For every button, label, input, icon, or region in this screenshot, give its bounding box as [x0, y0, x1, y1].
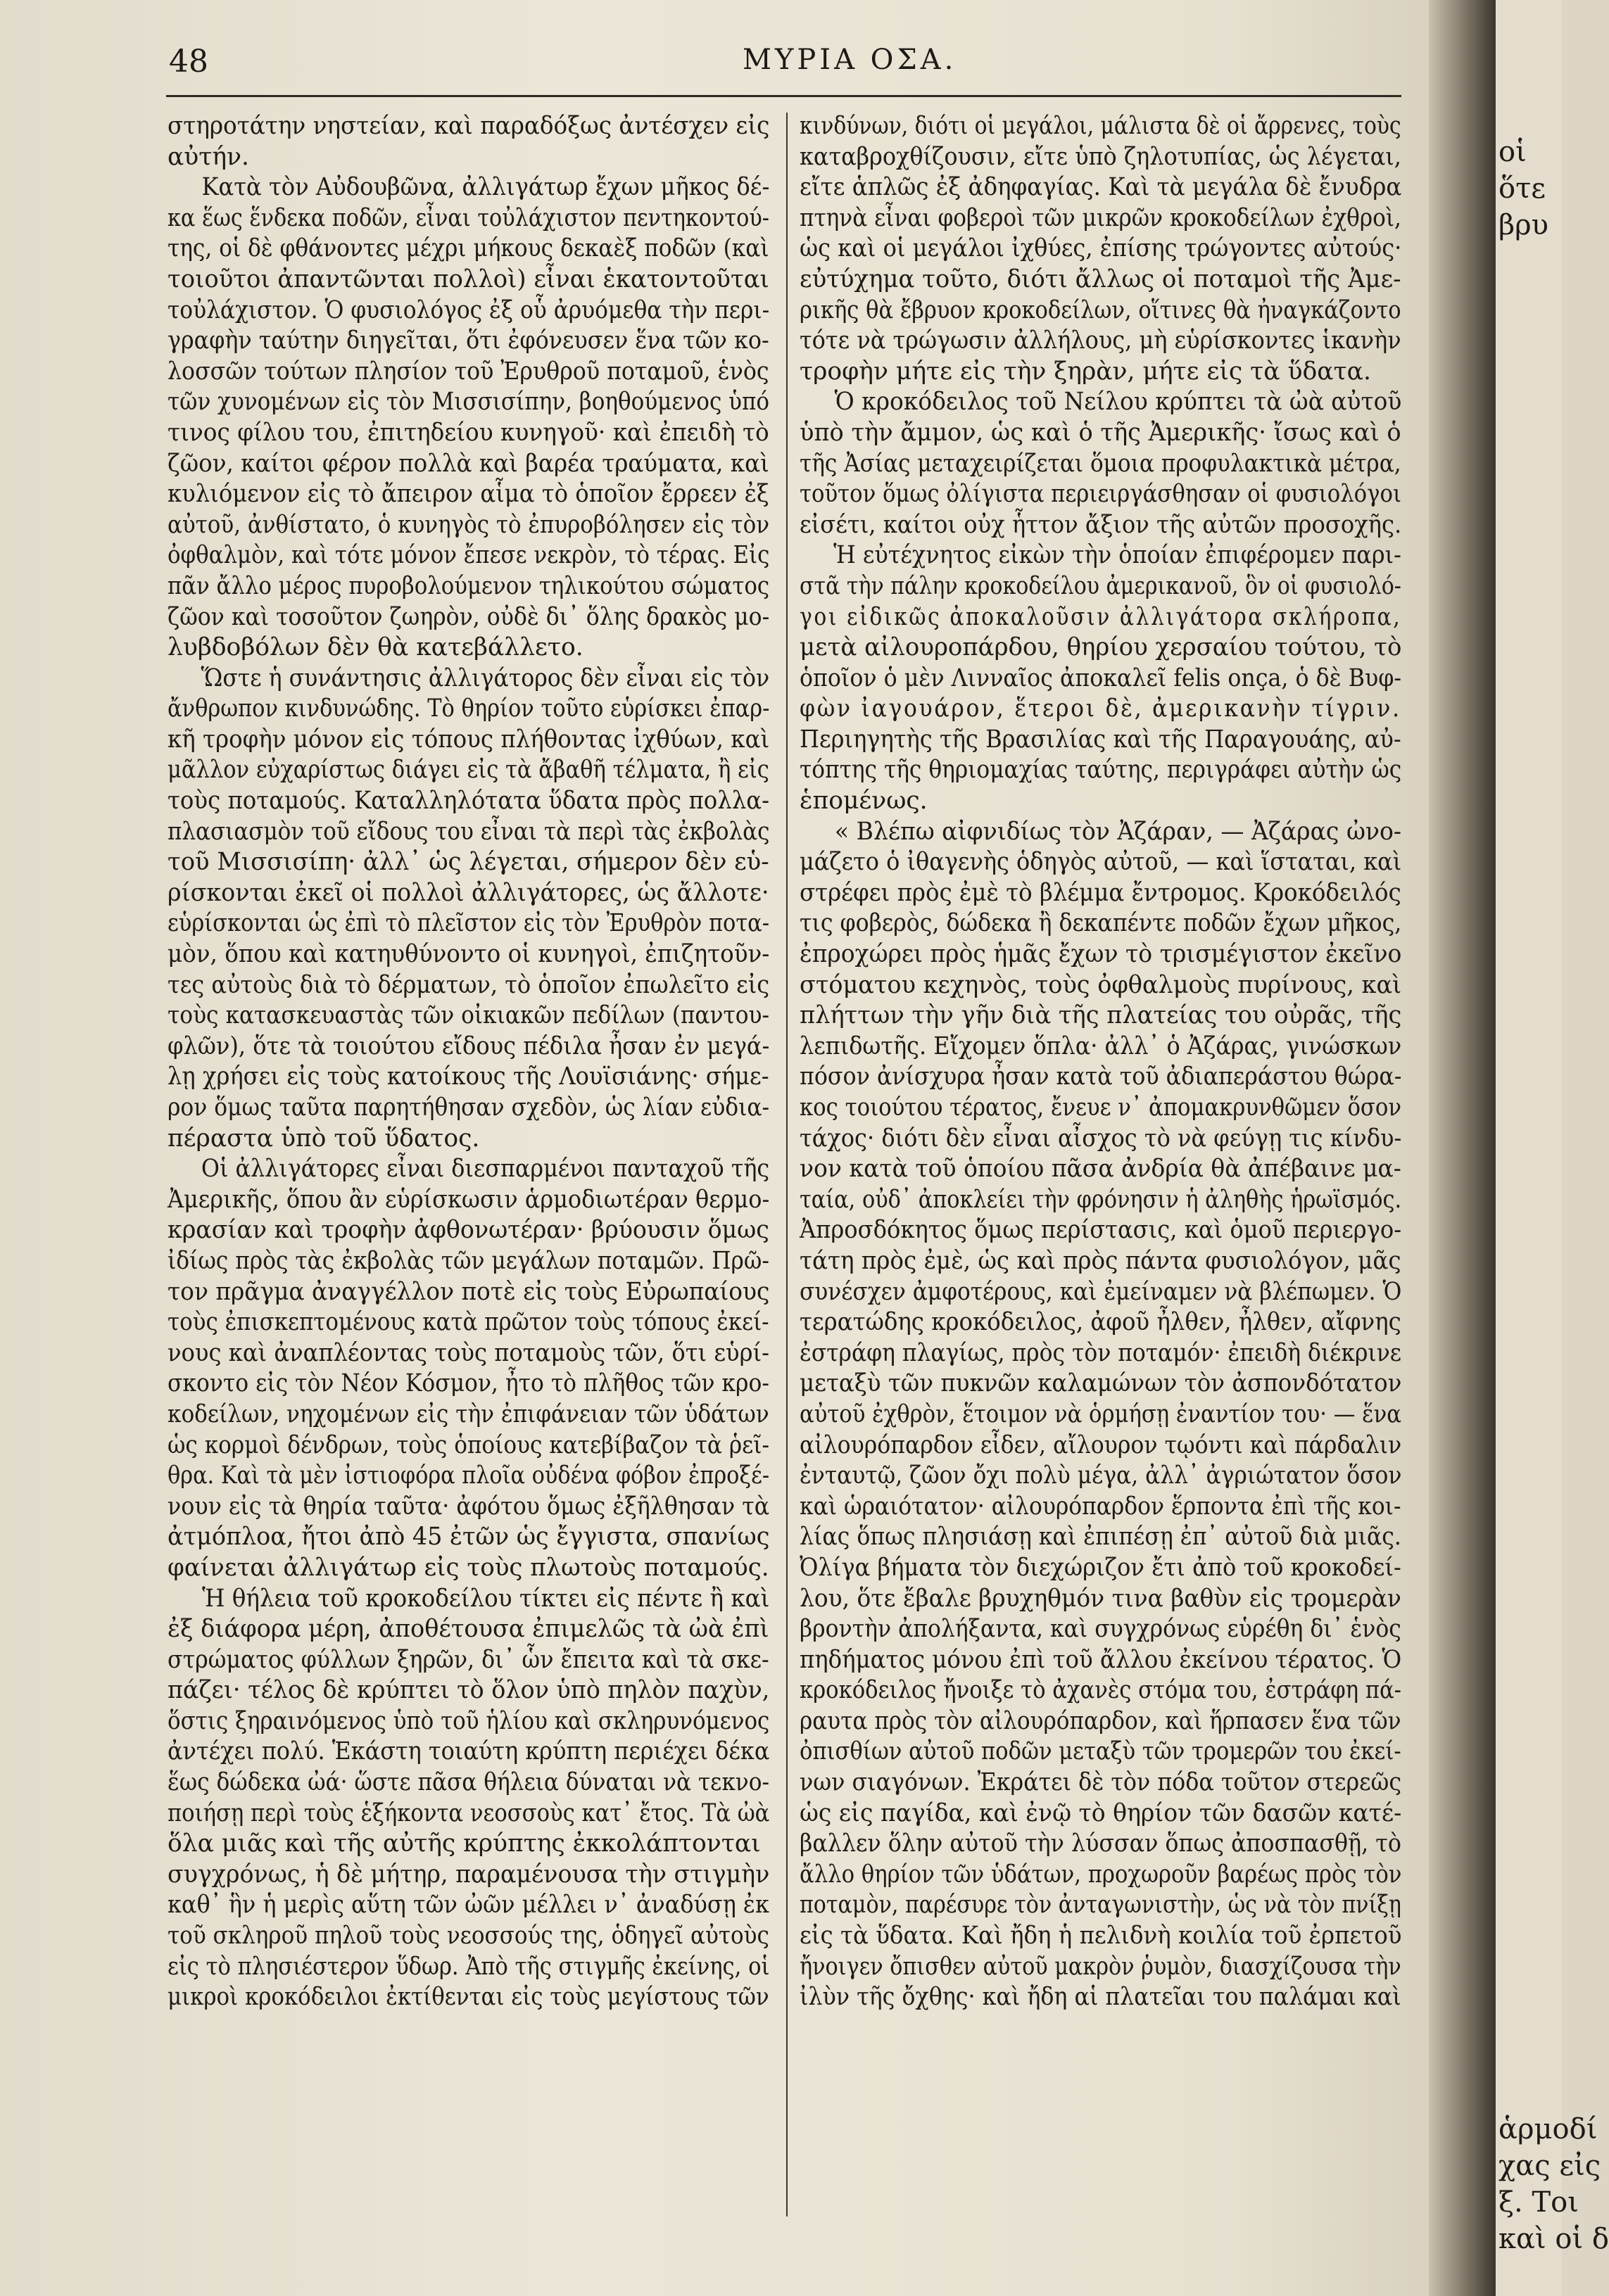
text-line: καταβροχθίζουσιν, εἴτε ὑπὸ ζηλοτυπίας, ὡς λέγεται,	[800, 142, 1401, 171]
text-line: νων σιαγόνων. Ἐκράτει δὲ τὸν πόδα τοῦτον στερεῶς	[800, 1768, 1402, 1797]
text-line: εὐτύχημα τοῦτο, διότι ἄλλως οἱ ποταμοὶ τῆς Ἀμε-	[800, 265, 1401, 293]
text-line: τοὺς ἐπισκεπτομένους κατὰ πρῶτον τοὺς τόπους ἐκεί-	[168, 1308, 769, 1337]
text-line: Ὁ κροκόδειλος τοῦ Νείλου κρύπτει τὰ ὠὰ αὐτοῦ	[834, 388, 1402, 417]
text-line: αὐτοῦ ἐχθρὸν, ἕτοιμον νὰ ὁρμήσῃ ἐναντίον του· — ἕνα	[800, 1400, 1401, 1428]
text-line: φὼν ἰαγουάρον, ἕτεροι δὲ, ἀμερικανὴν τίγριν.	[800, 694, 1401, 723]
text-line: λυβδοβόλων δὲν θὰ κατεβάλλετο.	[168, 633, 583, 662]
text-line: ἄλλο θηρίον τῶν ὑδάτων, προχωροῦν βαρέως πρὸς τὸν	[800, 1860, 1402, 1889]
text-line: καθ᾿ ἣν ἡ μερὶς αὕτη τῶν ὠῶν μέλλει ν᾿ ἀναδύσῃ ἐκ	[168, 1891, 769, 1920]
text-line: τες αὐτοὺς διὰ τὸ δέρματων, τὸ ὁποῖον ἐπωλεῖτο εἰς	[168, 970, 770, 999]
text-line: ραυτα πρὸς τὸν αἰλουρόπαρδον, καὶ ἥρπασεν ἕνα τῶν	[800, 1706, 1401, 1735]
text-line: ταία, οὐδ᾿ ἀποκλείει τὴν φρόνησιν ἡ ἀληθὴς ἡρωϊσμός.	[800, 1185, 1402, 1214]
text-line: στηροτάτην νηστείαν, καὶ παραδόξως ἀντέσχεν εἰς	[168, 112, 770, 140]
text-line: τόπτης τῆς θηριομαχίας ταύτης, περιγράφει αὐτὴν ὡς	[800, 756, 1402, 785]
adjacent-page-text: ξ. Τοι	[1498, 2186, 1579, 2219]
text-line: πλασιασμὸν τοῦ εἴδους του εἶναι τὰ περὶ τὰς ἐκβολὰς	[168, 817, 770, 846]
text-line: τάτη πρὸς ἐμὲ, ὡς καὶ πρὸς πάντα φυσιολόγον, μᾶς	[800, 1246, 1401, 1275]
text-line: ρικῆς θὰ ἔβρυον κροκοδείλων, οἵτινες θὰ ἠναγκάζοντο	[800, 296, 1401, 324]
text-line: ζῶον καὶ τοσοῦτον ζωηρὸν, οὐδὲ δι᾿ ὅλης δρακὸς μο-	[168, 602, 770, 631]
text-line: τοῦτον ὅμως ὀλίγιστα περιειργάσθησαν οἱ φυσιολόγοι	[800, 480, 1401, 509]
text-line: ποιήσῃ περὶ τοὺς ἑξήκοντα νεοσσοὺς κατ᾿ ἔτος. Τὰ ὠὰ	[168, 1799, 770, 1827]
text-line: Ἀμερικῆς, ὅπου ἂν εὑρίσκωσιν ἁρμοδιωτέραν θερμο-	[168, 1185, 770, 1214]
text-line: ἐνταυτῷ, ζῶον ὄχι πολὺ μέγα, ἀλλ᾿ ἀγριώτατον ὅσον	[800, 1461, 1402, 1490]
text-line: πᾶν ἄλλο μέρος πυροβολούμενον τηλικούτου σώματος	[168, 571, 770, 600]
text-line: λίας ὅπως πλησιάσῃ καὶ ἐπιπέσῃ ἐπ᾿ αὐτοῦ διὰ μιᾶς.	[800, 1523, 1401, 1552]
text-line: αἰλουρόπαρδον εἶδεν, αἴλουρον τῳόντι καὶ πάρδαλιν	[800, 1431, 1402, 1459]
text-line: ὅλα μιᾶς καὶ τῆς αὐτῆς κρύπτης ἐκκολάπτονται	[168, 1829, 761, 1858]
text-line: της, οἱ δὲ φθάνοντες μέχρι μήκους δεκαὲξ ποδῶν (καὶ	[168, 234, 769, 263]
text-line: κρασίαν καὶ τροφὴν ἀφθονωτέραν· βρύουσιν ὅμως	[168, 1216, 769, 1245]
text-line: πάζει· τέλος δὲ κρύπτει τὸ ὅλον ὑπὸ πηλὸν παχὺν,	[168, 1676, 770, 1705]
text-line: γραφὴν ταύτην διηγεῖται, ὅτι ἐφόνευσεν ἕνα τῶν κο-	[168, 326, 769, 355]
text-line: Περιηγητὴς τῆς Βρασιλίας καὶ τῆς Παραγουάης, αὐ-	[800, 725, 1401, 754]
text-line: ὡς εἰς παγίδα, καὶ ἐνῷ τὸ θηρίον τῶν δασῶν κατέ-	[800, 1799, 1402, 1827]
text-line: ἐπροχώρει πρὸς ἡμᾶς ἔχων τὸ τρισμέγιστον ἐκεῖνο	[800, 940, 1402, 969]
text-line: ἄνθρωπον κινδυνώδης. Τὸ θηρίον τοῦτο εὑρίσκει ἐπαρ-	[168, 694, 770, 723]
text-line: Ἡ θήλεια τοῦ κροκοδείλου τίκτει εἰς πέντε ἢ καὶ	[202, 1584, 770, 1613]
text-line: τῶν χυνομένων εἰς τὸν Μισσισίπην, βοηθούμενος ὑπό	[168, 388, 770, 417]
text-line: ποταμὸν, παρέσυρε τὸν ἀνταγωνιστὴν, ὡς νὰ τὸν πνίξῃ	[800, 1891, 1401, 1920]
text-line: στρώματος φύλλων ξηρῶν, δι᾿ ὧν ἔπειτα καὶ τὰ σκε-	[168, 1645, 769, 1674]
text-line: ἰλὺν τῆς ὄχθης· καὶ ἤδη αἱ πλατεῖαι του παλάμαι καὶ	[800, 1983, 1401, 2012]
text-line: αὐτήν.	[168, 142, 249, 171]
text-line: νον κατὰ τοῦ ὁποίου πᾶσα ἀνδρία θὰ ἀπέβαινε μα-	[800, 1155, 1401, 1184]
text-line: τοιοῦτοι ἀπαντῶνται πολλοὶ) εἶναι ἑκατοντοῦται	[168, 265, 769, 293]
text-line: κοδείλων, νηχομένων εἰς τὴν ἐπιφάνειαν τῶν ὑδάτων	[168, 1400, 769, 1428]
text-line: ὡς κορμοὶ δένδρων, τοὺς ὁποίους κατεβίβαζον τὰ ῥεῖ-	[168, 1431, 769, 1459]
adjacent-page-fragment	[1496, 0, 1609, 2296]
text-line: φαίνεται ἀλλιγάτωρ εἰς τοὺς πλωτοὺς ποταμούς.	[168, 1553, 769, 1582]
text-line: ἑπομένως.	[800, 787, 928, 816]
text-line: σκοντο εἰς τὸν Νέον Κόσμον, ἦτο τὸ πλῆθος τῶν κρο-	[168, 1369, 769, 1398]
text-line: Κατὰ τὸν Αὐδουβῶνα, ἀλλιγάτωρ ἔχων μῆκος δέ-	[201, 173, 770, 202]
running-title: ΜΥΡΙΑ ΟΣΑ.	[743, 44, 957, 76]
text-line: ὀπισθίων αὐτοῦ ποδῶν μεταξὺ τῶν τρομερῶν του ἐκεί-	[800, 1737, 1401, 1766]
text-line: ὅστις ξηραινόμενος ὑπὸ τοῦ ἡλίου καὶ σκληρυνόμενος	[168, 1706, 770, 1735]
text-line: μᾶλλον εὐχαρίστως διάγει εἰς τὰ ἄβαθῆ τέλματα, ἢ εἰς	[168, 756, 769, 785]
text-line: λοσσῶν τούτων πλησίον τοῦ Ἐρυθροῦ ποταμοῦ, ἑνὸς	[168, 357, 769, 386]
text-line: ἐστράφη πλαγίως, πρὸς τὸν ποταμόν· ἐπειδὴ διέκρινε	[800, 1338, 1402, 1367]
text-line: νουν εἰς τὰ θηρία ταῦτα· ἀφότου ὅμως ἐξῆλθησαν τὰ	[168, 1492, 770, 1521]
text-line: θρα. Καὶ τὰ μὲν ἰστιοφόρα πλοῖα οὐδένα φόβον ἐπροξέ-	[168, 1461, 770, 1490]
header-rule	[166, 95, 1401, 97]
left-column	[168, 111, 769, 2013]
text-line: ρίσκονται ἐκεῖ οἱ πολλοὶ ἀλλιγάτορες, ὡς ἄλλοτε·	[168, 878, 769, 907]
text-line: κροκόδειλος ἤνοιξε τὸ ἀχανὲς στόμα του, ἐστράφη πά-	[800, 1676, 1401, 1705]
text-line: τοῦ Μισσισίπη· ἀλλ᾿ ὡς λέγεται, σήμερον δὲν εὑ-	[168, 848, 769, 877]
text-line: εἰσέτι, καίτοι οὐχ ἧττον ἄξιον τῆς αὐτῶν προσοχῆς.	[800, 510, 1402, 539]
text-line: ὀφθαλμὸν, καὶ τότε μόνον ἔπεσε νεκρὸν, τὸ τέρας. Εἰς	[168, 541, 770, 570]
text-line: ρον ὅμως ταῦτα παρητήθησαν σχεδὸν, ὡς λίαν εὐδια-	[168, 1093, 770, 1122]
adjacent-page-text: χας εἰς	[1498, 2150, 1601, 2182]
text-line: μὸν, ὅπου καὶ κατηυθύνοντο οἱ κυνηγοὶ, ἐπιζητοῦν-	[168, 940, 770, 969]
text-line: κα ἕως ἕνδεκα ποδῶν, εἶναι τοὐλάχιστον πεντηκοντού-	[168, 203, 769, 232]
text-line: γοι εἰδικῶς ἀποκαλοῦσιν ἀλλιγάτορα σκλήροπα,	[800, 602, 1402, 631]
right-column	[800, 111, 1401, 2013]
page-number: 48	[169, 44, 208, 80]
text-line: τοὺς κατασκευαστὰς τῶν οἰκιακῶν πεδίλων (παντου-	[168, 1001, 770, 1030]
text-line: τῆς Ἀσίας μεταχειρίζεται ὅμοια προφυλακτικὰ μέτρα,	[800, 449, 1401, 478]
running-head	[0, 44, 1429, 86]
text-line: ἤνοιγεν ὄπισθεν αὐτοῦ μακρὸν ῥυμὸν, διασχίζουσα τὴν	[800, 1952, 1401, 1981]
text-line: εἰς τὰ ὕδατα. Καὶ ἤδη ἡ πελιδνὴ κοιλία τοῦ ἐρπετοῦ	[800, 1922, 1402, 1951]
text-line: συγχρόνως, ἡ δὲ μήτηρ, παραμένουσα τὴν στιγμὴν	[168, 1860, 770, 1889]
text-line: κυλιόμενον εἰς τὸ ἄπειρον αἷμα τὸ ὁποῖον ἔρρεεν ἐξ	[168, 480, 769, 509]
text-line: « Βλέπω αἰφνιδίως τὸν Ἀζάραν, — Ἀζάρας ὠνο-	[834, 817, 1402, 846]
text-line: μετὰ αἰλουροπάρδου, θηρίου χερσαίου τούτου, τὸ	[800, 633, 1402, 662]
text-line: τάχος· διότι δὲν εἶναι αἶσχος τὸ νὰ φεύγῃ τις κίνδυ-	[800, 1124, 1402, 1153]
text-line: βαλλεν ὅλην αὐτοῦ τὴν λύσσαν ὅπως ἀποσπασθῇ, τὸ	[800, 1829, 1401, 1858]
text-line: ἀντέχει πολύ. Ἑκάστη τοιαύτη κρύπτη περιέχει δέκα	[168, 1737, 770, 1766]
text-line: κῆ τροφὴν μόνον εἰς τόπους πλήθοντας ἰχθύων, καὶ	[168, 725, 770, 754]
text-line: μικροὶ κροκόδειλοι ἐκτίθενται εἰς τοὺς μεγίστους τῶν	[168, 1983, 769, 2012]
text-line: λῃ χρήσει εἰς τοὺς κατοίκους τῆς Λουϊσιάνης· σήμε-	[168, 1063, 769, 1091]
text-line: μάζετο ὁ ἰθαγενὴς ὁδηγὸς αὐτοῦ, — καὶ ἵσταται, καὶ	[800, 848, 1402, 877]
text-line: πόσον ἀνίσχυρα ἦσαν κατὰ τοῦ ἀδιαπεράστου θώρα-	[800, 1063, 1402, 1091]
adjacent-page-text: βρυ	[1498, 209, 1548, 241]
text-line: στρέφει πρὸς ἐμὲ τὸ βλέμμα ἔντρομος. Κροκόδειλός	[800, 878, 1401, 907]
text-line: βροντὴν ἀπολήξαντα, καὶ συγχρόνως εὑρέθη δι᾿ ἑνὸς	[800, 1615, 1401, 1644]
text-line: μεταξὺ τῶν πυκνῶν καλαμώνων τὸν ἀσπονδότατον	[800, 1369, 1402, 1398]
text-line: τοῦ σκληροῦ πηλοῦ τοὺς νεοσσούς της, ὁδηγεῖ αὐτοὺς	[168, 1922, 769, 1951]
text-line: τροφὴν μήτε εἰς τὴν ξηρὰν, μήτε εἰς τὰ ὕδατα.	[800, 357, 1371, 386]
adjacent-page-text: ἁρμοδί	[1498, 2113, 1598, 2145]
text-line: κινδύνων, διότι οἱ μεγάλοι, μάλιστα δὲ οἱ ἄρρενες, τοὺς	[800, 112, 1401, 140]
text-line: πέραστα ὑπὸ τοῦ ὕδατος.	[168, 1124, 480, 1153]
text-line: ζῶον, καίτοι φέρον πολλὰ καὶ βαρέα τραύματα, καὶ	[168, 449, 769, 478]
text-line: εἴτε ἁπλῶς ἐξ ἀδηφαγίας. Καὶ τὰ μεγάλα δὲ ἔνυδρα	[800, 173, 1402, 202]
text-line: τοὐλάχιστον. Ὁ φυσιολόγος ἐξ οὗ ἀρυόμεθα τὴν περι-	[168, 296, 770, 324]
text-line: πλήττων τὴν γῆν διὰ τῆς πλατείας του οὐρᾶς, τῆς	[800, 1001, 1402, 1030]
text-line: στόματου κεχηνὸς, τοὺς ὀφθαλμοὺς πυρίνους, καὶ	[800, 970, 1402, 999]
text-line: ἕως δώδεκα ὠά· ὥστε πᾶσα θήλεια δύναται νὰ τεκνο-	[168, 1768, 770, 1797]
text-line: συνέσχεν ἀμφοτέρους, καὶ ἐμείναμεν νὰ βλέπωμεν. Ὁ	[800, 1277, 1402, 1306]
column-rule	[786, 113, 788, 2216]
text-line: Οἱ ἀλλιγάτορες εἶναι διεσπαρμένοι πανταχοῦ τῆς	[201, 1155, 770, 1184]
text-line: καὶ ὡραιότατον· αἰλουρόπαρδον ἕρποντα ἐπὶ τῆς κοι-	[800, 1492, 1401, 1521]
text-line: ὑπὸ τὴν ἄμμον, ὡς καὶ ὁ τῆς Ἀμερικῆς· ἴσως καὶ ὁ	[800, 418, 1401, 447]
text-line: πηδήματος μόνου ἐπὶ τοῦ ἄλλου ἐκείνου τέρατος. Ὁ	[800, 1645, 1402, 1674]
text-line: ἰδίως πρὸς τὰς ἐκβολὰς τῶν μεγάλων ποταμῶν. Πρῶ-	[168, 1246, 769, 1275]
text-line: νους καὶ ἀναπλέοντας τοὺς ποταμοὺς τῶν, ὅτι εὑρί-	[168, 1338, 769, 1367]
text-line: Ἀπροσδόκητος ὅμως περίστασις, καὶ ὁμοῦ περιεργο-	[800, 1216, 1402, 1245]
text-line: στᾶ τὴν πάλην κροκοδείλου ἀμερικανοῦ, ὃν οἱ φυσιολό-	[800, 571, 1401, 600]
text-line: εὑρίσκονται ὡς ἐπὶ τὸ πλεῖστον εἰς τὸν Ἐρυθρὸν ποτα-	[168, 909, 770, 938]
text-line: ἐξ διάφορα μέρη, ἀποθέτουσα ἐπιμελῶς τὰ ὠὰ ἐπὶ	[168, 1615, 769, 1644]
text-line: λου, ὅτε ἔβαλε βρυχηθμόν τινα βαθὺν εἰς τρομερὰν	[800, 1584, 1401, 1613]
adjacent-page-text: καὶ οἱ δ	[1498, 2223, 1609, 2255]
text-line: ὡς καὶ οἱ μεγάλοι ἰχθύες, ἐπίσης τρώγοντες αὐτούς·	[800, 234, 1402, 263]
book-gutter	[1429, 0, 1496, 2296]
text-line: τινος φίλου του, ἐπιτηδείου κυνηγοῦ· καὶ ἐπειδὴ τὸ	[168, 418, 769, 447]
text-line: τερατώδης κροκόδειλος, ἀφοῦ ἦλθεν, ἦλθεν, αἴφνης	[800, 1308, 1401, 1337]
text-line: τότε νὰ τρώγωσιν ἀλλήλους, μὴ εὑρίσκοντες ἱκανὴν	[800, 326, 1401, 355]
text-line: κος τοιούτου τέρατος, ἔνευε ν᾿ ἀπομακρυνθῶμεν ὅσον	[800, 1093, 1402, 1122]
text-line: Ὀλίγα βήματα τὸν διεχώριζον ἔτι ἀπὸ τοῦ κροκοδεί-	[800, 1553, 1401, 1582]
text-line: τον πρᾶγμα ἀναγγέλλον ποτὲ εἰς τοὺς Εὐρωπαίους	[168, 1277, 770, 1306]
text-line: τις φοβερὸς, δώδεκα ἢ δεκαπέντε ποδῶν ἔχων μῆκος,	[800, 909, 1402, 938]
text-line: ἀτμόπλοα, ἤτοι ἀπὸ 45 ἐτῶν ὡς ἔγγιστα, σπανίως	[168, 1523, 770, 1552]
adjacent-page-text: ὅτε	[1498, 172, 1546, 205]
adjacent-page-text: οἱ	[1498, 136, 1527, 168]
text-line: εἰς τὸ πλησιέστερον ὕδωρ. Ἀπὸ τῆς στιγμῆς ἐκείνης, οἱ	[168, 1952, 770, 1981]
text-line: πτηνὰ εἶναι φοβεροὶ τῶν μικρῶν κροκοδείλων ἐχθροὶ,	[800, 203, 1401, 232]
text-line: ὁποῖον ὁ μὲν Λινναῖος ἀποκαλεῖ felis onça, ὁ δὲ Βυφ-	[800, 664, 1402, 692]
text-line: λεπιδωτῆς. Εἴχομεν ὅπλα· ἀλλ᾿ ὁ Ἀζάρας, γινώσκων	[800, 1032, 1402, 1060]
text-line: Ὥστε ἡ συνάντησις ἀλλιγάτορος δὲν εἶναι εἰς τὸν	[201, 664, 770, 692]
text-line: φλῶν), ὅτε τὰ τοιούτου εἴδους πέδιλα ἦσαν ἐν μεγά-	[168, 1032, 770, 1060]
text-line: αὐτοῦ, ἀνθίστατο, ὁ κυνηγὸς τὸ ἐπυροβόλησεν εἰς τὸν	[168, 510, 770, 539]
text-line: Ἡ εὐτέχνητος εἰκὼν τὴν ὁποίαν ἐπιφέρομεν παρι-	[833, 541, 1401, 570]
text-line: τοὺς ποταμούς. Καταλληλότατα ὕδατα πρὸς πολλα-	[168, 787, 770, 816]
